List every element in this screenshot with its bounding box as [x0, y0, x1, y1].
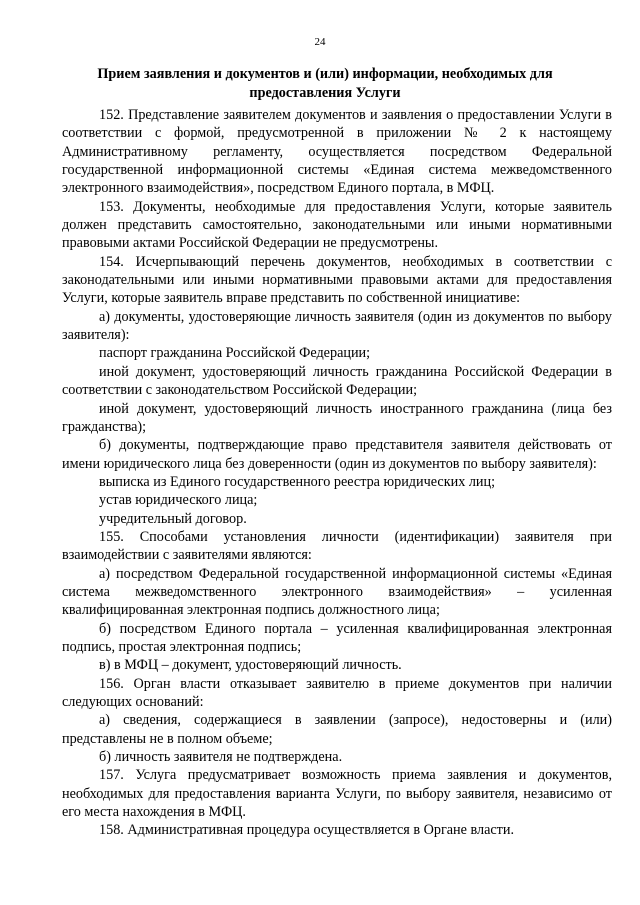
- list-item: б) документы, подтверждающие право представителя заявителя действовать от имени юридического лица без доверенности (один из документов по выбору заявителя):: [62, 437, 612, 472]
- paragraph-153: 153. Документы, необходимые для предоставления Услуги, которые заявитель должен представить самостоятельно, законодательными или иными нормативными правовыми актами Российской Федерации не предусмотрены.: [62, 198, 612, 252]
- list-item: а) посредством Федеральной государственной информационной системы «Единая система межведомственного электронного взаимодействия» – усиленная квалифицированная электронная подпись должностного лица;: [62, 565, 612, 619]
- paragraph-157: 157. Услуга предусматривает возможность приема заявления и документов, необходимых для предоставления варианта Услуги, по выбору заявителя, независимо от его места нахождения в МФЦ.: [62, 767, 612, 821]
- list-item: иной документ, удостоверяющий личность гражданина Российской Федерации в соответствии с законодательством Российской Федерации;: [62, 363, 612, 399]
- list-item: а) документы, удостоверяющие личность заявителя (один из документов по выбору заявителя):: [62, 308, 612, 344]
- paragraph-152: 152. Представление заявителем документов и заявления о предоставлении Услуги в соответствии с формой, предусмотренной в приложении № 2 к настоящему Административному регламенту, осуществляется посредством Федеральной государственной информационной системы «Единая система межведомственного электронного взаимодействия», посредством Единого портала, в МФЦ.: [62, 107, 612, 197]
- list-item: иной документ, удостоверяющий личность иностранного гражданина (лица без гражданства);: [62, 400, 612, 435]
- page-number: 24: [314, 36, 326, 48]
- list-item: устав юридического лица;: [99, 492, 258, 509]
- list-item: а) сведения, содержащиеся в заявлении (запросе), недостоверны и (или) представлены не в полном объеме;: [62, 712, 612, 747]
- section-heading-line-2: предоставления Услуги: [249, 85, 401, 101]
- list-item: б) посредством Единого портала – усиленная квалифицированная электронная подпись, простая электронная подпись;: [62, 620, 612, 655]
- paragraph-156: 156. Орган власти отказывает заявителю в приеме документов при наличии следующих оснований:: [62, 675, 612, 710]
- list-item: выписка из Единого государственного реестра юридических лиц;: [99, 473, 496, 490]
- section-heading: [75, 65, 575, 103]
- list-item: б) личность заявителя не подтверждена.: [99, 749, 343, 766]
- paragraph-155: 155. Способами установления личности (идентификации) заявителя при взаимодействии с заявителями являются:: [62, 528, 612, 564]
- list-item: в) в МФЦ – документ, удостоверяющий личность.: [99, 657, 402, 674]
- section-heading-line-1: Прием заявления и документов и (или) информации, необходимых для: [97, 66, 553, 82]
- paragraph-154: 154. Исчерпывающий перечень документов, необходимых в соответствии с законодательными или иными нормативными правовыми актами для предоставления Услуги, которые заявитель вправе представить по собственной инициативе:: [62, 253, 612, 307]
- list-item: паспорт гражданина Российской Федерации;: [99, 345, 371, 362]
- paragraph-158: 158. Административная процедура осуществляется в Органе власти.: [99, 822, 515, 839]
- document-body: [62, 106, 612, 840]
- list-item: учредительный договор.: [99, 510, 247, 527]
